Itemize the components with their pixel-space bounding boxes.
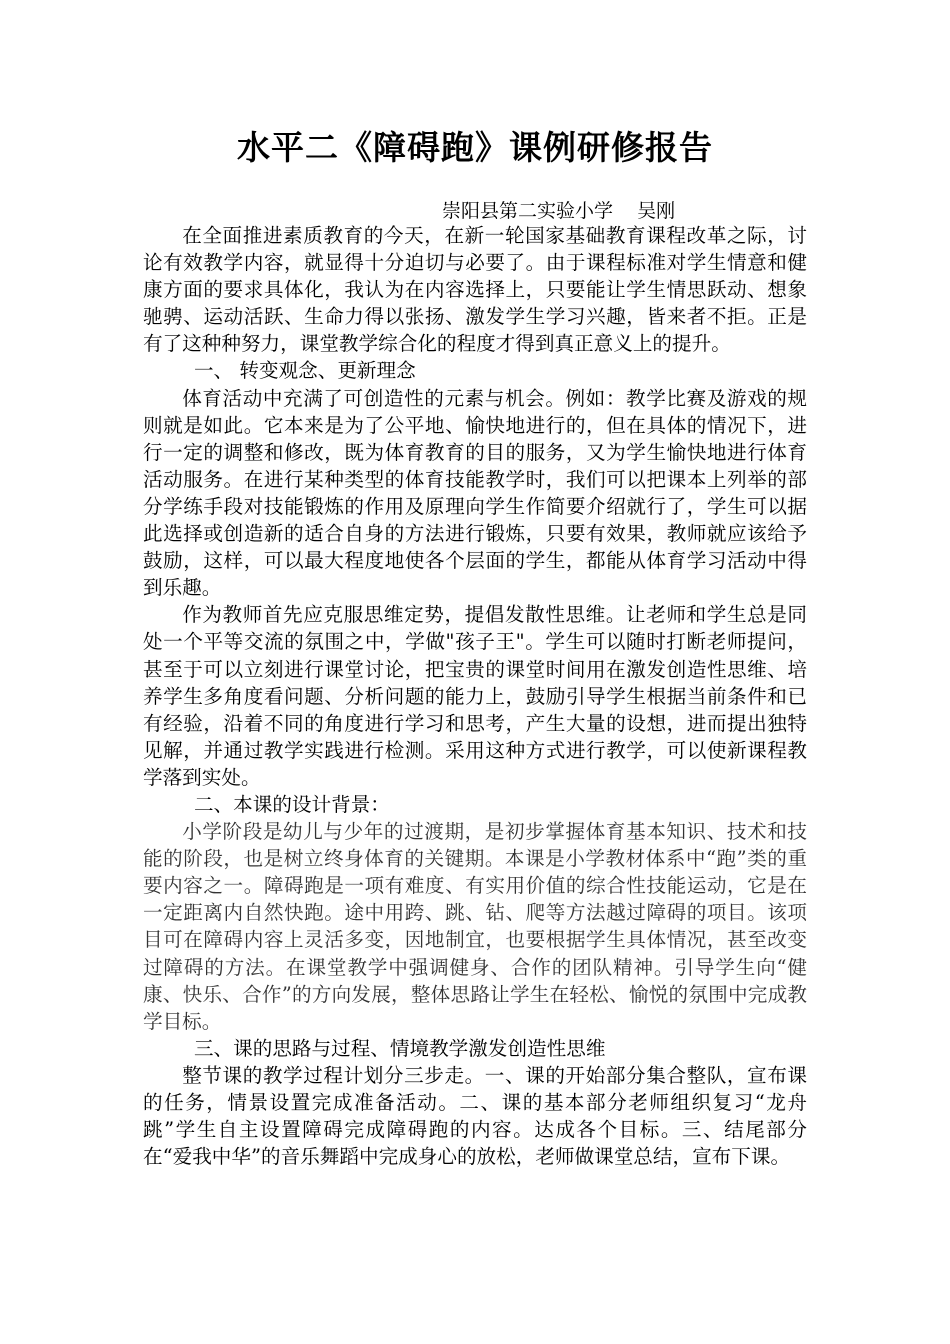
section-heading-2: 二、本课的设计背景：	[193, 792, 390, 816]
section-1-paragraph-1: 体育活动中充满了可创造性的元素与机会。例如：教学比赛及游戏的规则就是如此。它本来是为了公平地、愉快地进行的，但在具体的情况下，进行一定的调整和修改，既为体育教育的目的服务，又为学生愉快地进行体育活动服务。在进行某种类型的体育技能教学时，我们可以把课本上列举的部分学练手段对技能锻炼的作用及原理向学生作简要介绍就行了，学生可以据此选择或创造新的适合自身的方法进行锻炼，只要有效果，教师就应该给予鼓励，这样，可以最大程度地使各个层面的学生，都能从体育学习活动中得到乐趣。	[143, 386, 807, 600]
intro-paragraph: 在全面推进素质教育的今天，在新一轮国家基础教育课程改革之际，讨论有效教学内容，就显得十分迫切与必要了。由于课程标准对学生情意和健康方面的要求具体化，我认为在内容选择上，只要能让学生情思跃动、想象驰骋、运动活跃、生命力得以张扬、激发学生学习兴趣，皆来者不拒。正是有了这种种努力，课堂教学综合化的程度才得到真正意义上的提升。	[143, 224, 807, 356]
section-heading-1: 一、 转变观念、更新理念	[193, 359, 416, 383]
section-heading-3: 三、课的思路与过程、情境教学激发创造性思维	[193, 1036, 606, 1060]
section-1-paragraph-2: 作为教师首先应克服思维定势，提倡发散性思维。让老师和学生总是同处一个平等交流的氛围之中，学做"孩子王"。学生可以随时打断老师提问，甚至于可以立刻进行课堂讨论，把宝贵的课堂时间用在激发创造性思维、培养学生多角度看问题、分析问题的能力上，鼓励引导学生根据当前条件和已有经验，沿着不同的角度进行学习和思考，产生大量的设想，进而提出独特见解，并通过教学实践进行检测。采用这种方式进行教学，可以使新课程教学落到实处。	[143, 603, 807, 789]
author-byline: 崇阳县第二实验小学 吴刚	[442, 200, 676, 222]
section-3-paragraph-1: 整节课的教学过程计划分三步走。一、课的开始部分集合整队，宣布课的任务，情景设置完成准备活动。二、课的基本部分老师组织复习“龙舟跳”学生自主设置障碍完成障碍跑的内容。达成各个目标。三、结尾部分在“爱我中华”的音乐舞蹈中完成身心的放松，老师做课堂总结，宣布下课。	[143, 1063, 807, 1169]
document-body	[143, 222, 807, 1170]
section-2-paragraph-1: 小学阶段是幼儿与少年的过渡期，是初步掌握体育基本知识、技术和技能的阶段，也是树立终身体育的关键期。本课是小学教材体系中“跑”类的重要内容之一。障碍跑是一项有难度、有实用价值的综合性技能运动，它是在一定距离内自然快跑。途中用跨、跳、钻、爬等方法越过障碍的项目。该项目可在障碍内容上灵活多变，因地制宜，也要根据学生具体情况，甚至改变过障碍的方法。在课堂教学中强调健身、合作的团队精神。引导学生向“健康、快乐、合作”的方向发展，整体思路让学生在轻松、愉悦的氛围中完成教学目标。	[143, 820, 807, 1033]
document-title: 水平二《障碍跑》课例研修报告	[237, 128, 713, 167]
